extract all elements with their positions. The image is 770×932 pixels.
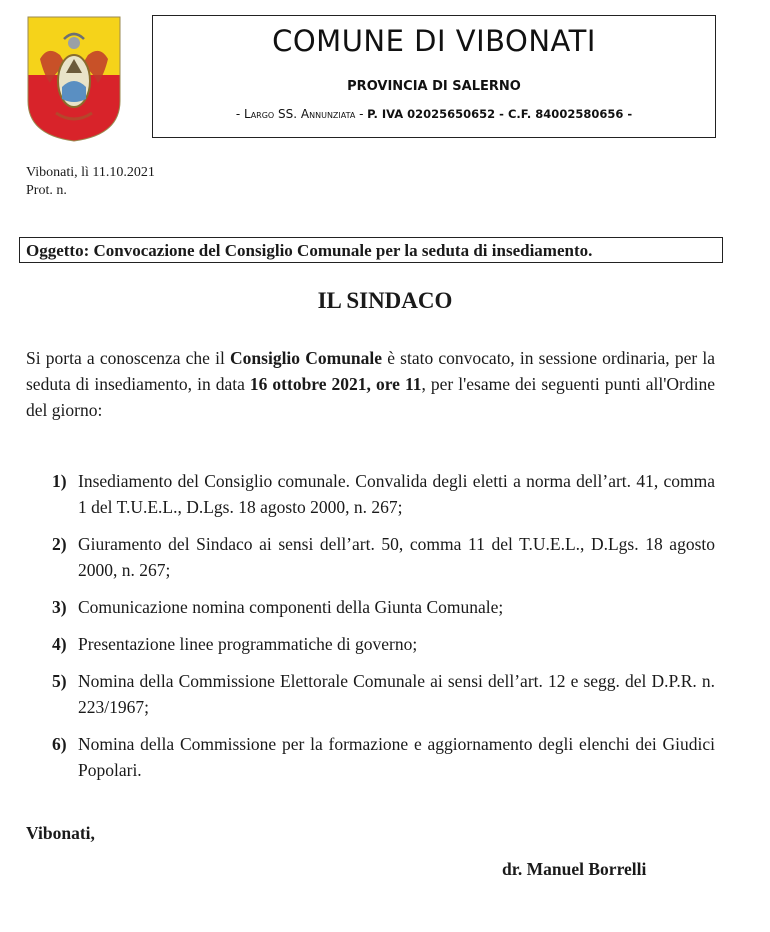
document-meta (26, 164, 155, 200)
municipality-title: COMUNE DI VIBONATI (272, 24, 596, 58)
agenda-item-text: Comunicazione nomina componenti della Giunta Comunale; (78, 597, 504, 617)
agenda-item (26, 631, 715, 657)
signatory-name: dr. Manuel Borrelli (502, 859, 647, 879)
place-date: Vibonati, lì 11.10.2021 (26, 165, 155, 180)
intro-session-date: 16 ottobre 2021, ore 11 (249, 374, 422, 394)
intro-paragraph (26, 345, 715, 423)
province-name: PROVINCIA DI SALERNO (347, 78, 521, 94)
tax-identifiers: P. IVA 02025650652 - C.F. 84002580656 - (367, 106, 633, 121)
subject-line: Oggetto: Convocazione del Consiglio Comunale per la seduta di insediamento. (19, 237, 723, 263)
document-heading: IL SINDACO (317, 288, 453, 313)
address-street: - Largo SS. Annunziata - (235, 106, 364, 121)
letterhead-box (152, 15, 716, 138)
agenda-item-number: 2) (52, 534, 67, 554)
agenda-item (26, 594, 715, 620)
agenda-item-text: Nomina della Commissione Elettorale Comunale ai sensi dell’art. 12 e segg. del D.P.R. n. 223/1967; (78, 671, 715, 717)
agenda-item (26, 668, 715, 720)
intro-text-1: Si porta a conoscenza che il (26, 348, 231, 368)
agenda-item-text: Nomina della Commissione per la formazione e aggiornamento degli elenchi dei Giudici Popolari. (78, 734, 715, 780)
agenda-item (26, 731, 715, 783)
agenda-item-number: 5) (52, 671, 67, 691)
agenda-item (26, 531, 715, 583)
agenda-item (26, 468, 715, 520)
agenda-item-text: Insediamento del Consiglio comunale. Convalida degli eletti a norma dell’art. 41, comma 1 del T.U.E.L., D.Lgs. 18 agosto 2000, n. 267; (78, 471, 715, 517)
agenda-item-number: 4) (52, 634, 67, 654)
agenda-item-number: 6) (52, 734, 67, 754)
agenda-item-number: 3) (52, 597, 67, 617)
address-line (153, 107, 715, 121)
municipal-crest-icon (26, 15, 122, 143)
agenda-item-text: Presentazione linee programmatiche di governo; (78, 634, 418, 654)
intro-text-2: è stato convocato, in sessione ordinaria, per la seduta di insediamento, in data (26, 348, 716, 394)
intro-council: Consiglio Comunale (230, 348, 383, 368)
closing-place: Vibonati, (26, 823, 95, 843)
agenda-list (26, 468, 715, 783)
agenda-item-number: 1) (52, 471, 67, 491)
protocol-number: Prot. n. (26, 183, 67, 198)
agenda-item-text: Giuramento del Sindaco ai sensi dell’art. 50, comma 11 del T.U.E.L., D.Lgs. 18 agosto 2000, n. 267; (78, 534, 715, 580)
intro-text-3: , per l'esame dei seguenti punti all'Ordine del giorno: (26, 374, 716, 420)
